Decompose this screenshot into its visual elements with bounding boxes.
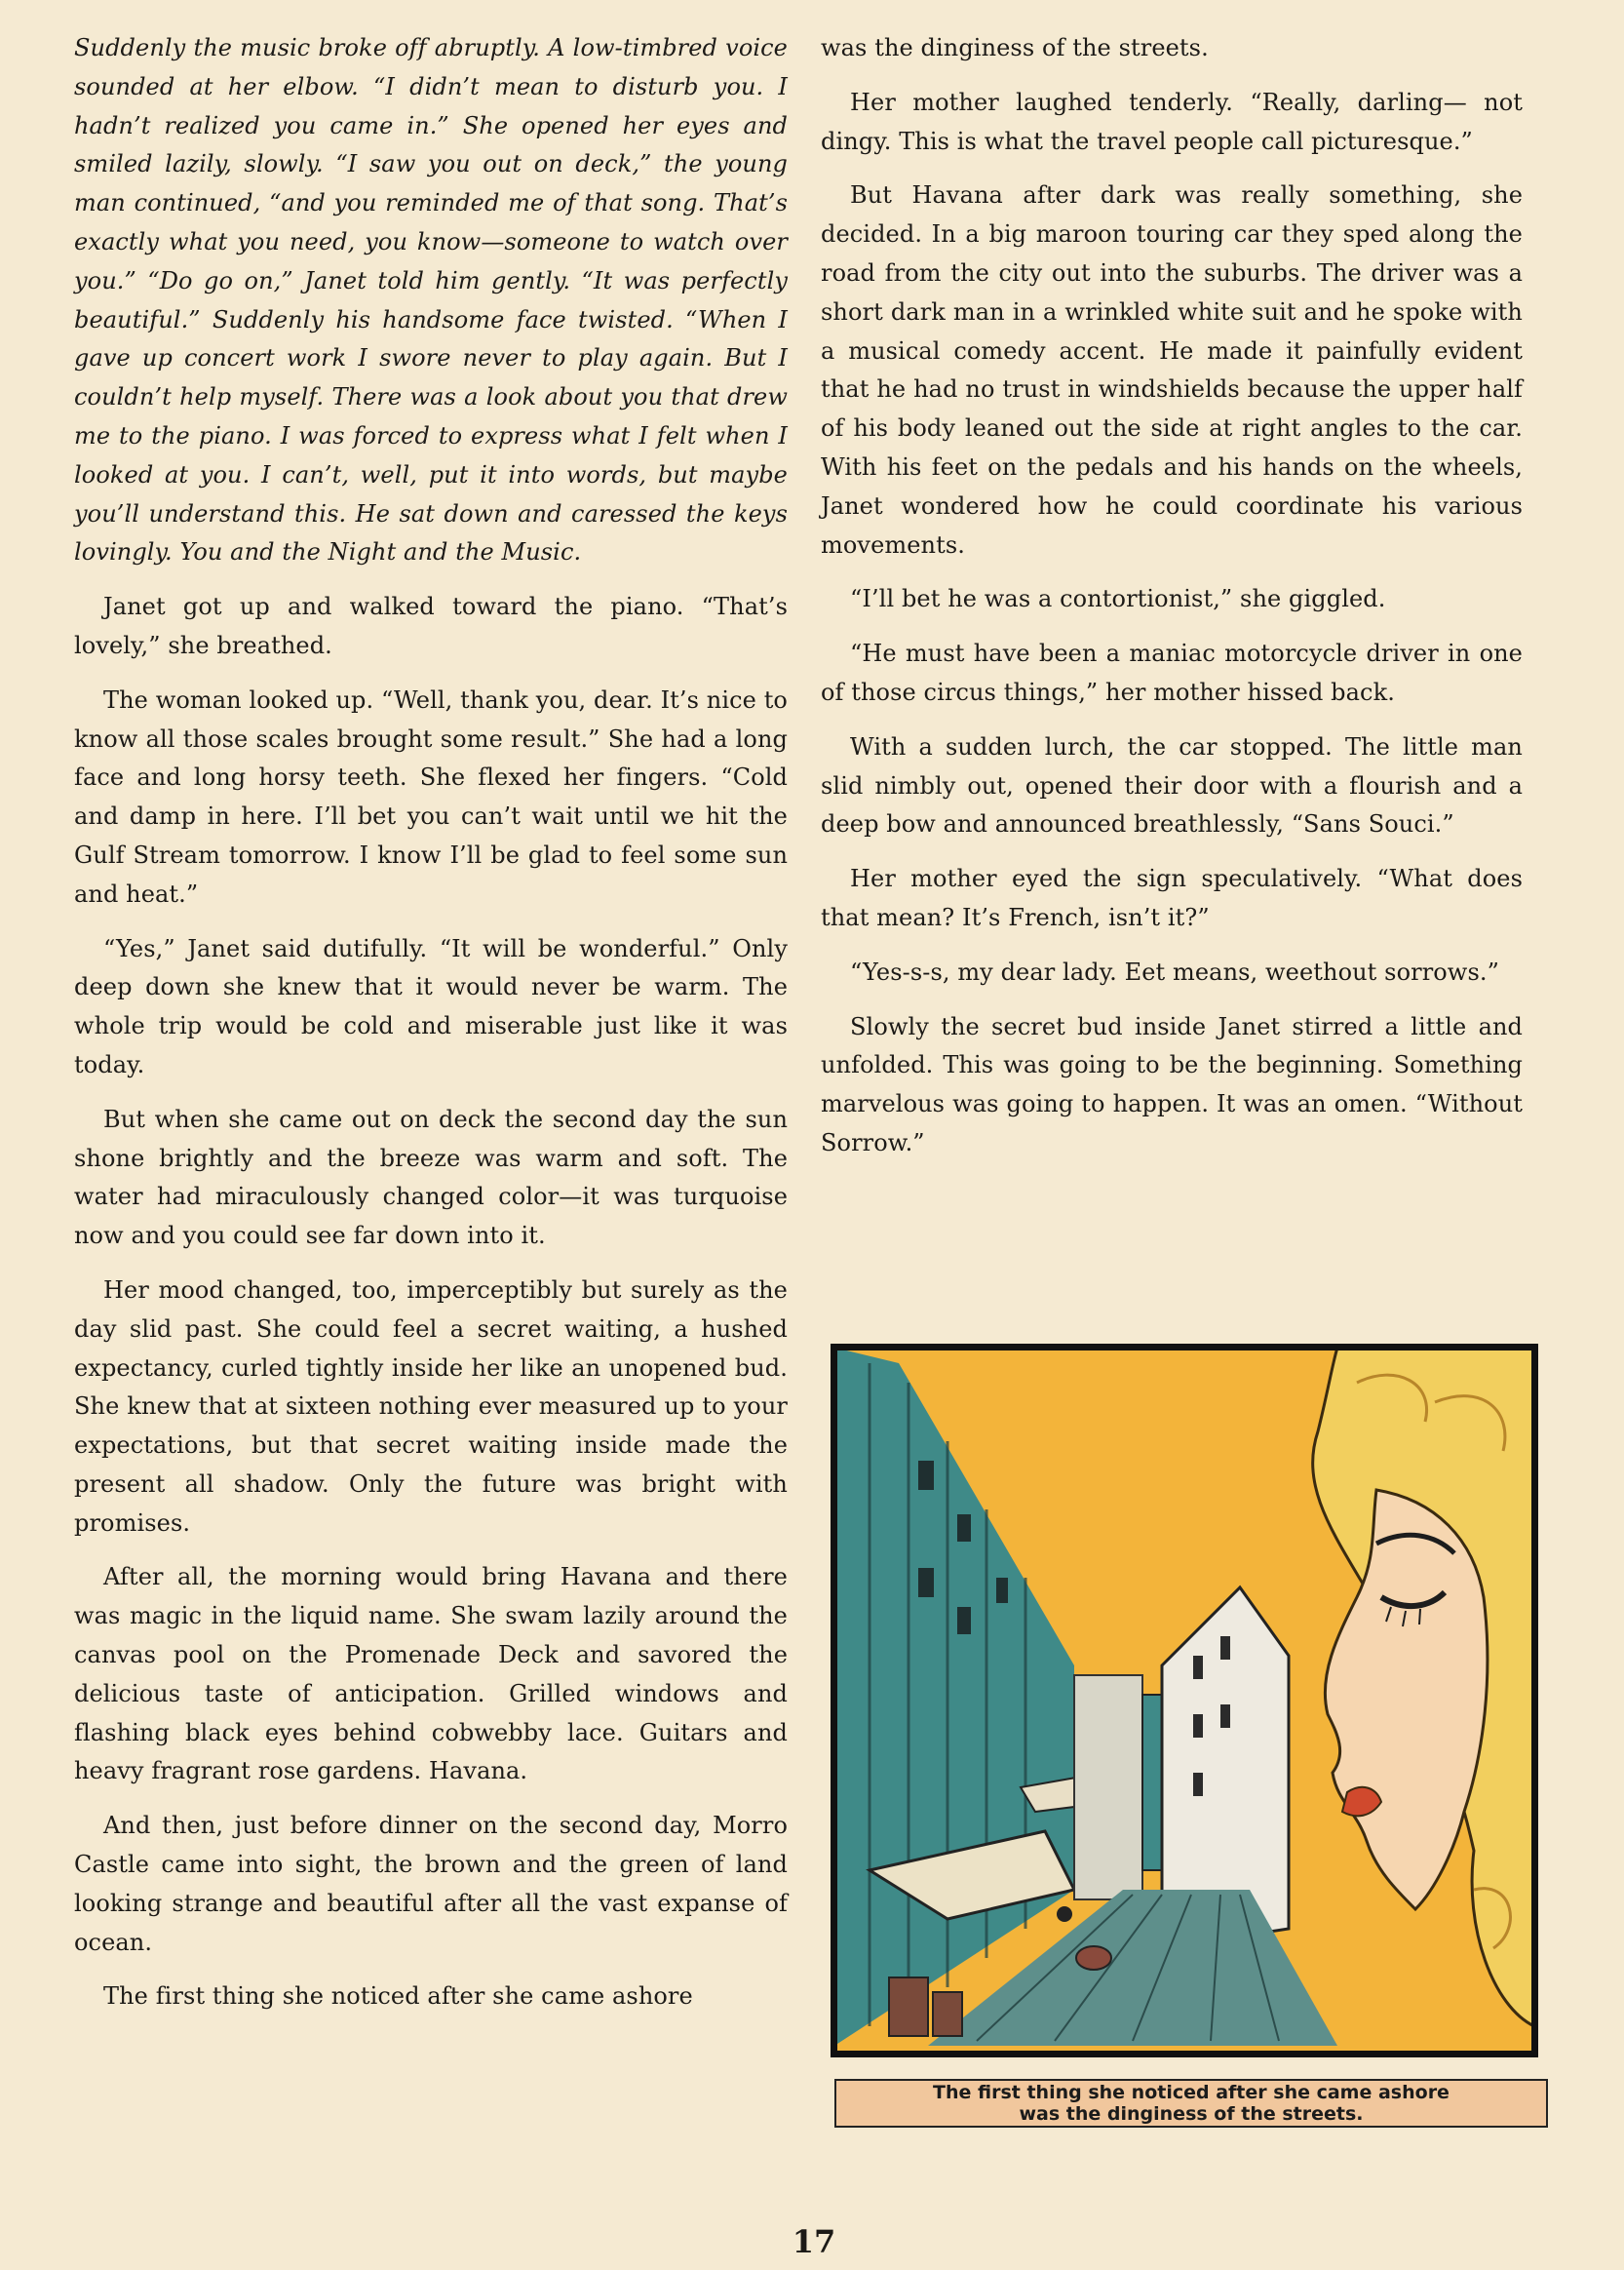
illustration-caption	[834, 2079, 1548, 2128]
paragraph: But when she came out on deck the second day the sun shone brightly and the breeze was warm and soft. The water had miraculously changed color—it was turquoise now and you could see far down into it.	[74, 1105, 788, 1250]
paragraph: With a sudden lurch, the car stopped. The little man slid nimbly out, opened their door with a flourish and a deep bow and announced breathlessly, “Sans Souci.”	[821, 732, 1523, 839]
paragraph: Her mother laughed tenderly. “Really, darling— not dingy. This is what the travel people call picturesque.”	[821, 88, 1523, 155]
paragraph: Her mother eyed the sign speculatively. “What does that mean? It’s French, isn’t it?”	[821, 865, 1523, 931]
paragraph: Slowly the secret bud inside Janet stirred a little and unfolded. This was going to be the beginning. Something marvelous was going to happen. It was an omen. “Without Sorrow.”	[821, 1012, 1523, 1156]
paragraph: “Yes,” Janet said dutifully. “It will be wonderful.” Only deep down she knew that it would never be warm. The whole trip would be cold and miserable just like it was today.	[74, 934, 788, 1078]
comic-illustration	[831, 1344, 1538, 2057]
caption-text: The first thing she noticed after she came ashore was the dinginess of the streets.	[933, 2082, 1450, 2125]
right-column	[821, 29, 1523, 1179]
page-number: 17	[792, 2223, 836, 2260]
left-column	[74, 29, 788, 2032]
paragraph: The woman looked up. “Well, thank you, dear. It’s nice to know all those scales brought some result.” She had a long face and long horsy teeth. She flexed her fingers. “Cold and damp in here. I’ll bet you can’t wait until we hit the Gulf Stream tomorrow. I know I’ll be glad to feel some sun and heat.”	[74, 685, 788, 908]
distant-building	[1074, 1675, 1142, 1899]
paragraph: The first thing she noticed after she came ashore	[103, 1982, 693, 2011]
paragraph: “I’ll bet he was a contortionist,” she giggled.	[850, 585, 1386, 613]
paragraph: “Yes-s-s, my dear lady. Eet means, weethout sorrows.”	[850, 958, 1499, 986]
paragraph: Her mood changed, too, imperceptibly but surely as the day slid past. She could feel a secret waiting, a hushed expectancy, curled tightly inside her like an unopened bud. She knew that at sixteen nothing ever measured up to your expectations, but that secret waiting inside made the present all shadow. Only the future was bright with promises.	[74, 1275, 788, 1537]
crate	[889, 1977, 928, 2036]
paragraph: “He must have been a maniac motorcycle driver in one of those circus things,” her mother hissed back.	[821, 640, 1523, 706]
paragraph: was the dinginess of the streets.	[821, 34, 1209, 61]
paragraph: And then, just before dinner on the second day, Morro Castle came into sight, the brown and the green of land looking strange and beautiful after all the vast expanse of ocean.	[74, 1812, 788, 1956]
paragraph: But Havana after dark was really something, she decided. In a big maroon touring car they sped along the road from the city out into the suburbs. The driver was a short dark man in a wrinkled white suit and he spoke with a musical comedy accent. He made it painfully evident that he had no trust in windshields because the upper half of his body leaned out the side at right angles to the car. With his feet on the pedals and his hands on the wheels, Janet wondered how he could coordinate his various movements.	[821, 181, 1523, 559]
paragraph: Suddenly the music broke off abruptly. A low-timbred voice sounded at her elbow. “I didn’t mean to disturb you. I hadn’t realized you came in.” She opened her eyes and smiled lazily, slowly. “I saw you out on deck,” the young man continued, “and you reminded me of that song. That’s exactly what you need, you know—someone to watch over you.” “Do go on,” Janet told him gently. “It was perfectly beautiful.” Suddenly his handsome face twisted. “When I gave up concert work I swore never to play again. But I couldn’t help myself. There was a look about you that drew me to the piano. I was forced to express what I felt when I looked at you. I can’t, well, put it into words, but maybe you’ll understand this. He sat down and caressed the keys lovingly. You and the Night and the Music.	[74, 34, 788, 567]
cart	[1076, 1946, 1111, 1970]
paragraph: Janet got up and walked toward the piano. “That’s lovely,” she breathed.	[74, 593, 788, 659]
paragraph: After all, the morning would bring Havana and there was magic in the liquid name. She swam lazily around the canvas pool on the Promenade Deck and savored the delicious taste of anticipation. Grilled windows and flashing black eyes behind cobwebby lace. Guitars and heavy fragrant rose gardens. Havana.	[74, 1563, 788, 1785]
